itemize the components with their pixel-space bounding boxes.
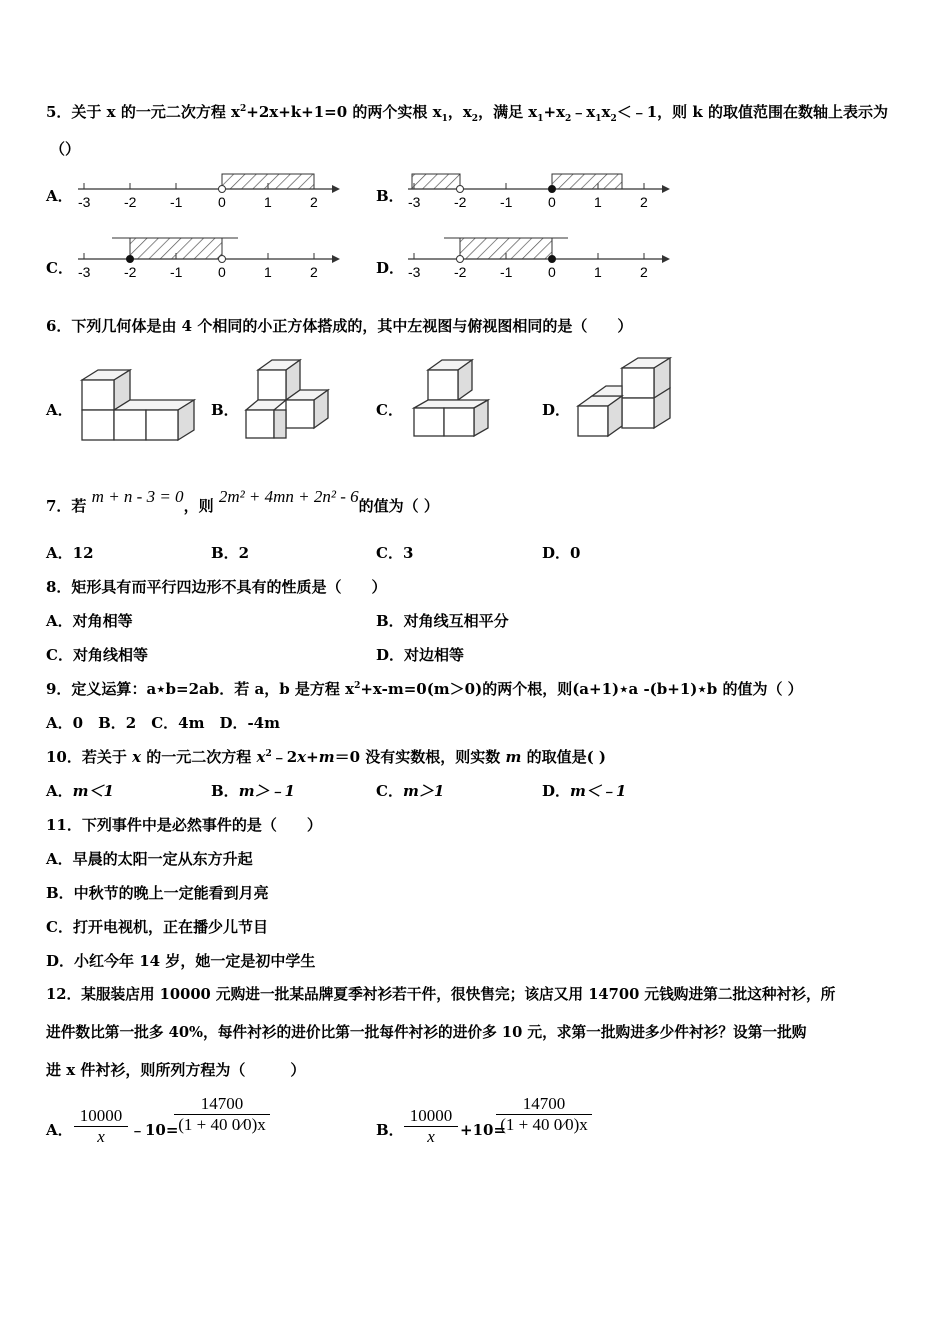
q12-line-3: 进 x 件衬衫，则所列方程为（ ） [46, 1061, 306, 1079]
q10-var-m: m [318, 748, 335, 766]
q5-sub: 2 [610, 114, 617, 124]
q10-option-expr: m＞﹣1 [238, 782, 295, 800]
tick-label: -2 [124, 264, 137, 280]
fraction-numerator: 10000 [79, 1106, 123, 1125]
q11-option-c: C．打开电视机，正在播少儿节目 [46, 918, 268, 936]
tick-label: 0 [548, 194, 556, 210]
q11-option-a: A．早晨的太阳一定从东方升起 [46, 850, 253, 868]
tick-label: -1 [170, 264, 183, 280]
q7-option-a: A．12 [46, 544, 94, 562]
q5-text-g: x [601, 103, 611, 121]
q12-line-2: 进件数比第一批多 40%，每件衬衫的进价比第一批每件衬衫的进价多 10 元，求第一批购进多少件衬衫？设第一批购 [46, 1024, 807, 1041]
q5-sub: 2 [471, 114, 479, 124]
q10-option-label: C． [376, 782, 403, 800]
q5-option-d-numberline [408, 238, 670, 280]
q12-option-a-fraction-2 [174, 1094, 270, 1135]
q9-options: A．0 B．2 C．4m D．-4m [46, 714, 280, 732]
q5-text-d: ，满足 x [478, 103, 538, 121]
q6-option-c-label: C． [376, 401, 403, 419]
fraction-denominator: (1 + 40 0⁄0)x [500, 1115, 588, 1134]
q5-sub: 1 [537, 114, 544, 124]
q12-option-b-label: B． [376, 1121, 404, 1139]
q10-text-a: 10．若关于 [46, 748, 133, 766]
q5-text-a: 5．关于 x 的一元二次方程 x [46, 103, 240, 121]
q10-var-x: x [297, 748, 307, 766]
q5-sup: 2 [240, 104, 247, 114]
q6-figure-c [414, 360, 488, 436]
tick-label: 0 [218, 194, 226, 210]
q9-stem [46, 679, 803, 699]
q6-option-d-label: D． [542, 401, 571, 419]
q5-sub: 1 [595, 114, 602, 124]
q6-option-a-label: A． [46, 401, 73, 419]
q5-option-b-label: B． [376, 187, 404, 205]
q10-var-x: x [256, 748, 266, 766]
q10-text-c: ﹣2 [271, 748, 298, 766]
q12-line-1: 12．某服装店用 10000 元购进一批某品牌夏季衬衫若干件，很快售完；该店又用 14700 元钱购进第二批这种衬衫，所 [46, 986, 836, 1003]
q5-option-a-numberline [78, 174, 340, 210]
q10-text-f: 的取值是( ) [521, 748, 606, 766]
tick-label: -2 [454, 194, 467, 210]
tick-label: -2 [454, 264, 467, 280]
q10-option-label: B． [211, 782, 239, 800]
q10-option-c [376, 781, 444, 801]
q7-prefix: 7．若 [46, 497, 87, 515]
q10-option-expr: m＜﹣1 [570, 782, 627, 800]
tick-label: -1 [170, 194, 183, 210]
fraction-numerator: 10000 [409, 1106, 453, 1125]
q8-option-d: D．对边相等 [376, 646, 465, 664]
q10-var-x: x [132, 748, 142, 766]
tick-label: 2 [310, 194, 318, 210]
q5-option-c-label: C． [46, 259, 73, 277]
fraction-denominator: x [97, 1127, 105, 1146]
tick-label: 0 [548, 264, 556, 280]
q5-text-b: +2x+k+1=0 的两个实根 x [246, 103, 442, 121]
q10-option-expr: m＜1 [72, 782, 114, 800]
fraction-numerator: 14700 [522, 1094, 566, 1113]
q8-option-c: C．对角线相等 [46, 646, 148, 664]
q7-equation-2: 2m² + 4mn + 2n² - 6 [218, 487, 359, 506]
q8-option-b: B．对角线互相平分 [376, 612, 509, 630]
q10-option-d [542, 781, 626, 801]
q12-option-a-fraction-1 [74, 1106, 128, 1147]
q10-option-label: A． [46, 782, 73, 800]
tick-label: -2 [124, 194, 137, 210]
q10-text-d: + [306, 748, 319, 766]
q7-option-b: B．2 [211, 544, 250, 562]
q5-text-h: ＜﹣1，则 k 的取值范围在数轴上表示为 [616, 103, 888, 121]
q12-option-b-operator: +10= [460, 1121, 507, 1139]
tick-label: -1 [500, 194, 513, 210]
tick-label: 2 [640, 264, 648, 280]
q5-text-f: ﹣x [571, 103, 596, 121]
tick-label: -3 [408, 264, 421, 280]
q12-option-b-fraction-1 [404, 1106, 458, 1147]
q5-sub: 1 [441, 114, 448, 124]
q5-option-b-numberline [408, 174, 670, 210]
tick-label: 1 [594, 194, 602, 210]
q10-text-b: 的一元二次方程 [141, 748, 257, 766]
tick-label: 2 [640, 194, 648, 210]
q5-text-e: +x [543, 103, 566, 121]
q6-option-b-label: B． [211, 401, 239, 419]
q10-var-m: m [505, 748, 522, 766]
q10-stem [46, 747, 606, 767]
q11-option-d: D．小红今年 14 岁，她一定是初中学生 [46, 952, 316, 970]
q5-sub: 2 [565, 114, 572, 124]
q9-sup: 2 [354, 681, 361, 691]
q12-option-a-label: A． [46, 1121, 73, 1139]
q5-option-c-numberline [78, 238, 340, 280]
q7-mid: ，则 [183, 497, 214, 515]
tick-label: 1 [594, 264, 602, 280]
q5-option-a-label: A． [46, 187, 73, 205]
q8-option-a: A．对角相等 [46, 612, 133, 630]
fraction-denominator: x [427, 1127, 435, 1146]
q12-option-b-fraction-2 [496, 1094, 592, 1135]
q10-option-label: D． [542, 782, 571, 800]
tick-label: -3 [78, 264, 91, 280]
q7-option-d: D．0 [542, 544, 581, 562]
tick-label: 1 [264, 194, 272, 210]
tick-label: -1 [500, 264, 513, 280]
q5-paren: （） [50, 140, 81, 158]
q10-sup: 2 [265, 749, 272, 759]
q10-option-expr: m＞1 [402, 782, 445, 800]
q9-text-a: 9．定义运算：a⋆b=2ab．若 a，b 是方程 x [46, 680, 355, 698]
q5-option-d-label: D． [376, 259, 405, 277]
q10-option-b [211, 781, 295, 801]
fraction-denominator: (1 + 40 0⁄0)x [178, 1115, 266, 1134]
q6-figure-a [82, 370, 194, 440]
tick-label: 2 [310, 264, 318, 280]
tick-label: 0 [218, 264, 226, 280]
q6-figure-d [578, 358, 670, 436]
q9-text-b: +x-m=0(m＞0)的两个根，则(a+1)⋆a -(b+1)⋆b 的值为（ ） [360, 680, 803, 698]
fraction-numerator: 14700 [200, 1094, 244, 1113]
q10-option-a [46, 781, 114, 801]
q5-text-c: ，x [447, 103, 472, 121]
q10-text-e: ＝0 没有实数根，则实数 [334, 748, 506, 766]
q7-equation-1: m + n - 3 = 0 [91, 487, 184, 506]
q6-stem: 6．下列几何体是由 4 个相同的小正方体搭成的，其中左视图与俯视图相同的是（ ） [46, 317, 633, 335]
q11-option-b: B．中秋节的晚上一定能看到月亮 [46, 884, 269, 902]
q7-option-c: C．3 [376, 544, 414, 562]
tick-label: -3 [78, 194, 91, 210]
q12-option-a-operator: ﹣10= [130, 1121, 179, 1139]
q11-stem: 11．下列事件中是必然事件的是（ ） [46, 816, 322, 834]
tick-label: -3 [408, 194, 421, 210]
q7-stem [46, 487, 439, 516]
q6-figure-b [246, 360, 328, 438]
q8-stem: 8．矩形具有而平行四边形不具有的性质是（ ） [46, 578, 387, 596]
tick-label: 1 [264, 264, 272, 280]
q7-suffix: 的值为（ ） [358, 497, 439, 515]
